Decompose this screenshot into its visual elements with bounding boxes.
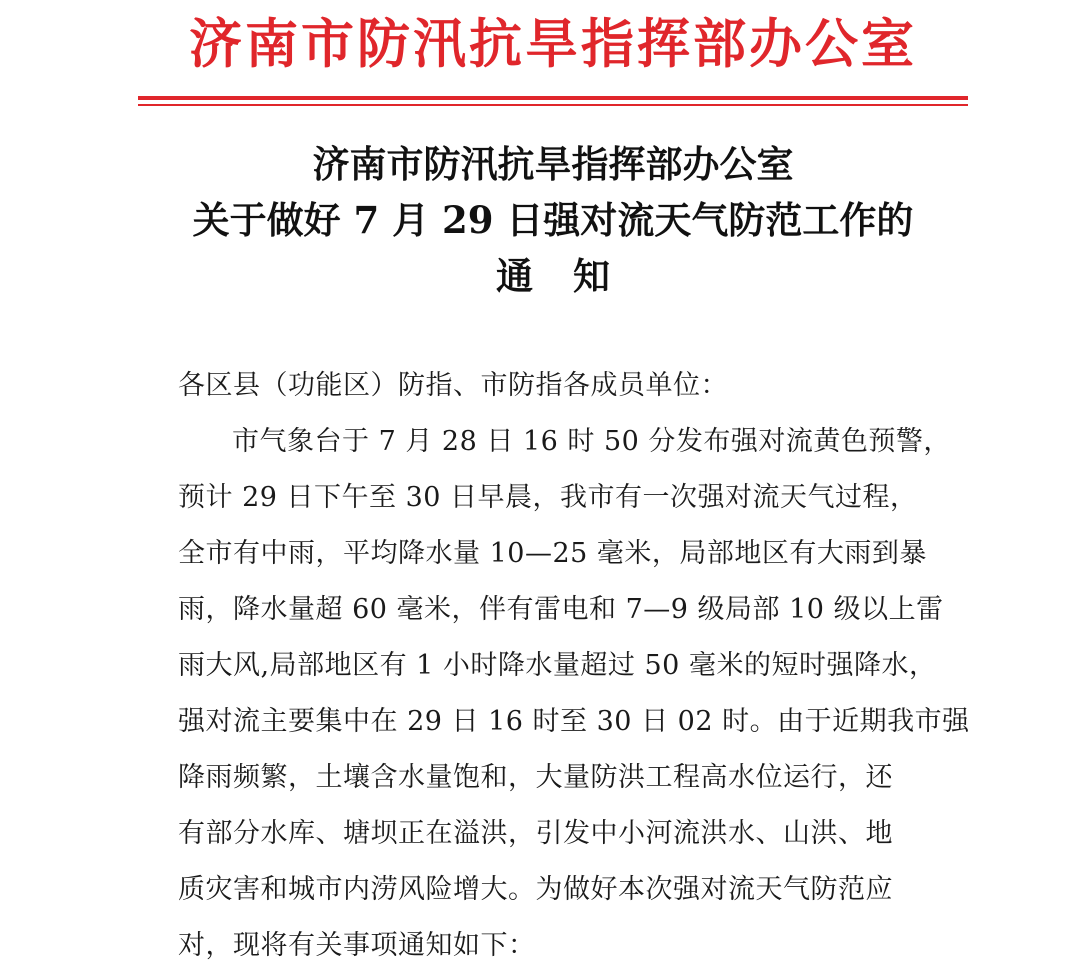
body-line: 市气象台于 7 月 28 日 16 时 50 分发布强对流黄色预警， <box>232 426 951 457</box>
document-title-line-1: 济南市防汛抗旱指挥部办公室 <box>312 142 794 186</box>
salutation: 各区县（功能区）防指、市防指各成员单位： <box>178 370 728 401</box>
body-line: 对，现将有关事项通知如下： <box>178 930 536 961</box>
document-title-line-2: 关于做好 7 月 29 日强对流天气防范工作的 <box>192 198 914 242</box>
body-line: 降雨频繁，土壤含水量饱和，大量防洪工程高水位运行，还 <box>178 762 893 793</box>
body-line: 有部分水库、塘坝正在溢洪，引发中小河流洪水、山洪、地 <box>178 818 893 849</box>
letterhead-org-name: 济南市防汛抗旱指挥部办公室 <box>189 13 917 75</box>
body-line: 强对流主要集中在 29 日 16 时至 30 日 02 时。由于近期我市强 <box>178 706 970 737</box>
body-line: 质灾害和城市内涝风险增大。为做好本次强对流天气防范应 <box>178 874 893 905</box>
document-title-line-3: 通知 <box>496 254 650 298</box>
letterhead-rule-thin <box>138 104 968 106</box>
body-line: 雨大风,局部地区有 1 小时降水量超过 50 毫米的短时强降水， <box>178 650 937 681</box>
body-line: 雨，降水量超 60 毫米，伴有雷电和 7—9 级局部 10 级以上雷 <box>178 594 944 625</box>
body-line: 全市有中雨，平均降水量 10—25 毫米，局部地区有大雨到暴 <box>178 538 927 569</box>
body-line: 预计 29 日下午至 30 日早晨，我市有一次强对流天气过程， <box>178 482 918 513</box>
letterhead-rule-thick <box>138 96 968 100</box>
